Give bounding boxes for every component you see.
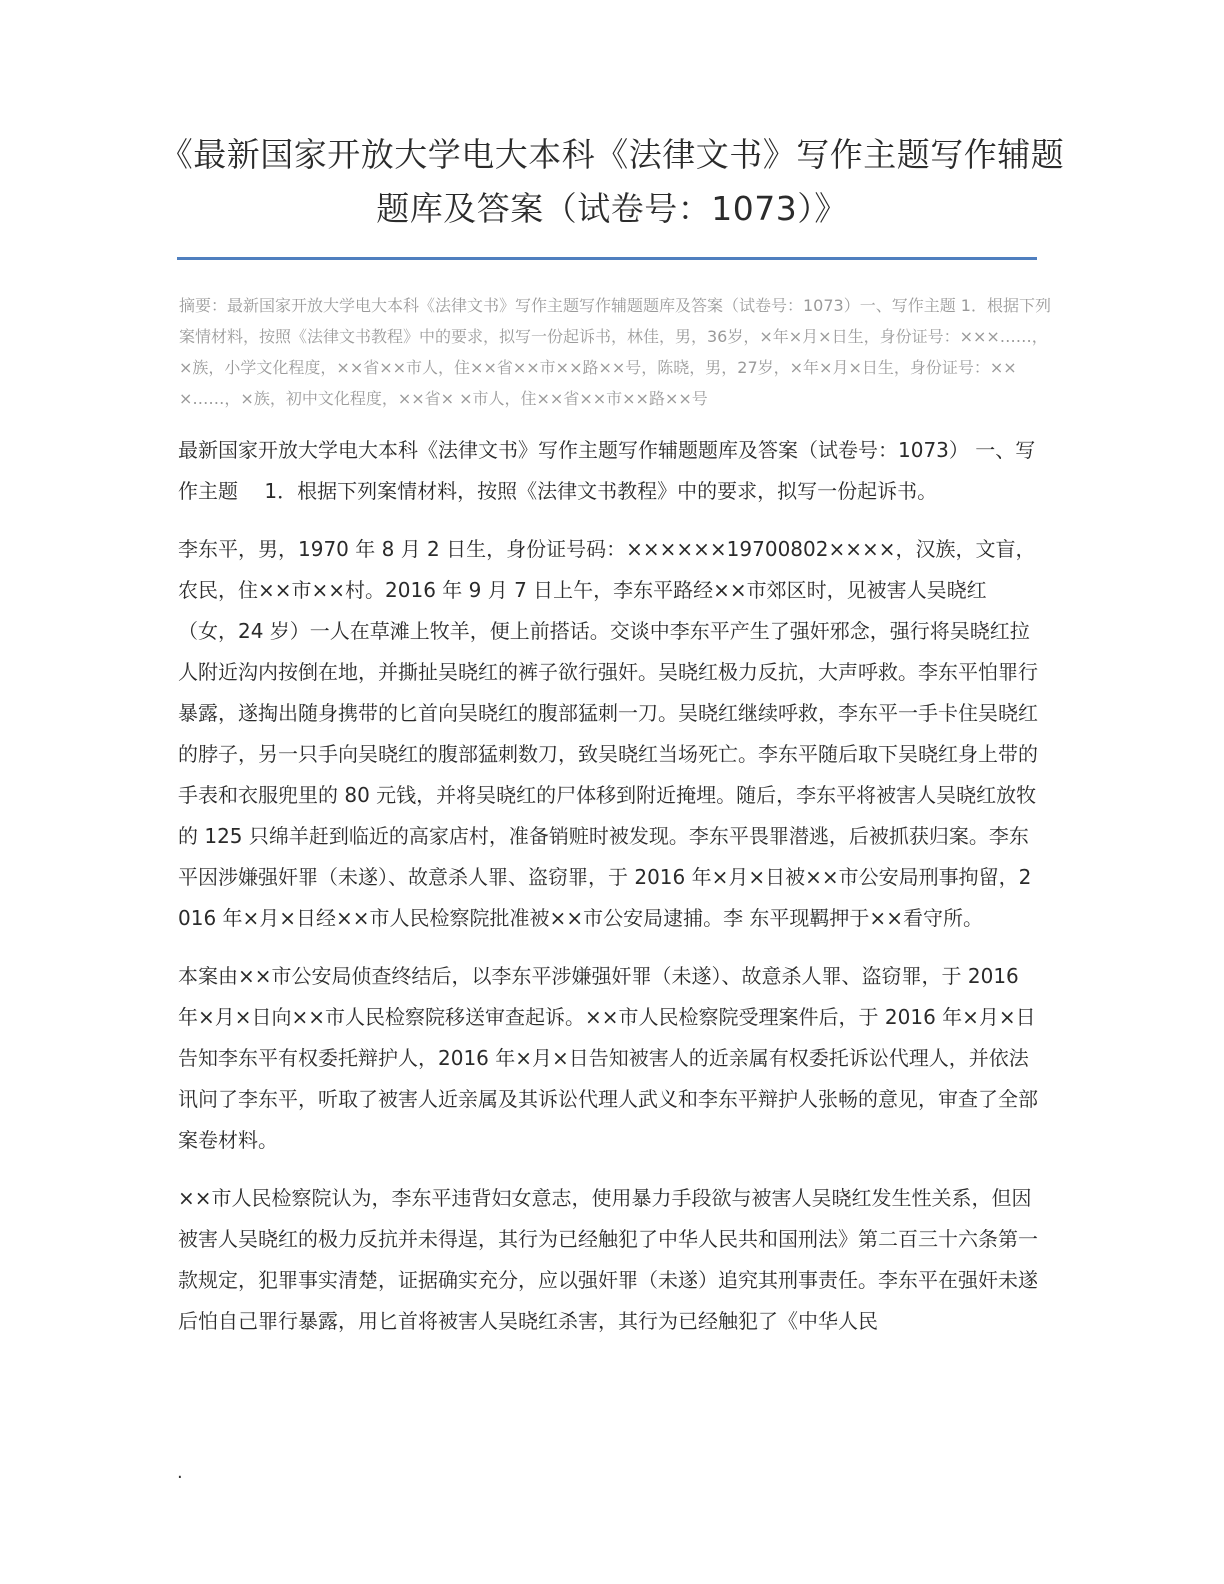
paragraph-intro: 最新国家开放大学电大本科《法律文书》写作主题写作辅题题库及答案（试卷号：1073） 一、写作主题 1．根据下列案情材料，按照《法律文书教程》中的要求，拟写一份起诉书。 <box>178 438 1036 503</box>
document-body <box>178 430 1038 1359</box>
title-divider <box>177 257 1037 260</box>
paragraph-prosecution-opinion: ××市人民检察院认为，李东平违背妇女意志，使用暴力手段欲与被害人吴晓红发生性关系，但因被害人吴晓红的极力反抗并未得逞，其行为已经触犯了中华人民共和国刑法》第二百三十六条第一款规定，犯罪事实清楚，证据确实充分，应以强奸罪（未遂）追究其刑事责任。李东平在强奸未遂后怕自己罪行暴露，用匕首将被害人吴晓红杀害，其行为已经触犯了《中华人民 <box>178 1186 1038 1333</box>
document-abstract: 摘要：最新国家开放大学电大本科《法律文书》写作主题写作辅题题库及答案（试卷号：1073）一、写作主题 1．根据下列案情材料，按照《法律文书教程》中的要求，拟写一份起诉书，林佳，男，36岁，×年×月×日生，身份证号：×××……，×族，小学文化程度，××省××市人，住××省××市××路××号，陈晓，男，27岁，×年×月×日生，身份证号：×××……，×族，初中文化程度，××省× ×市人，住××省××市××路××号 <box>179 296 1051 408</box>
paragraph-procedure: 本案由××市公安局侦查终结后，以李东平涉嫌强奸罪（未遂）、故意杀人罪、盗窃罪，于 2016 年×月×日向××市人民检察院移送审查起诉。××市人民检察院受理案件后，于 2016 年×月×日告知李东平有权委托辩护人，2016 年×月×日告知被害人的近亲属有权委托诉讼代理人，并依法讯问了李东平，听取了被害人近亲属及其诉讼代理人武义和李东平辩护人张畅的意见，审查了全部案卷材料。 <box>178 964 1038 1152</box>
footer-mark: . <box>177 1462 183 1483</box>
paragraph-case-facts: 李东平，男，1970 年 8 月 2 日生，身份证号码：××××××19700802××××，汉族，文盲，农民，住××市××村。2016 年 9 月 7 日上午，李东平路经××市郊区时，见被害人吴晓红（女，24 岁）一人在草滩上牧羊，便上前搭话。交谈中李东平产生了强奸邪念，强行将吴晓红拉人附近沟内按倒在地，并撕扯吴晓红的裤子欲行强奸。吴晓红极力反抗，大声呼救。李东平怕罪行暴露，遂掏出随身携带的匕首向吴晓红的腹部猛刺一刀。吴晓红继续呼救，李东平一手卡住吴晓红的脖子，另一只手向吴晓红的腹部猛刺数刀，致吴晓红当场死亡。李东平随后取下吴晓红身上带的手表和衣服兜里的 80 元钱，并将吴晓红的尸体移到附近掩埋。随后，李东平将被害人吴晓红放牧的 125 只绵羊赶到临近的高家店村，准备销赃时被发现。李东平畏罪潜逃，后被抓获归案。李东平因涉嫌强奸罪（未遂）、故意杀人罪、盗窃罪，于 2016 年×月×日被××市公安局刑事拘留，2016 年×月×日经××市人民检察院批准被××市公安局逮捕。李 东平现羁押于××看守所。 <box>178 537 1038 930</box>
document-title: 《最新国家开放大学电大本科《法律文书》写作主题写作辅题题库及答案（试卷号：1073）》 <box>159 135 1065 228</box>
